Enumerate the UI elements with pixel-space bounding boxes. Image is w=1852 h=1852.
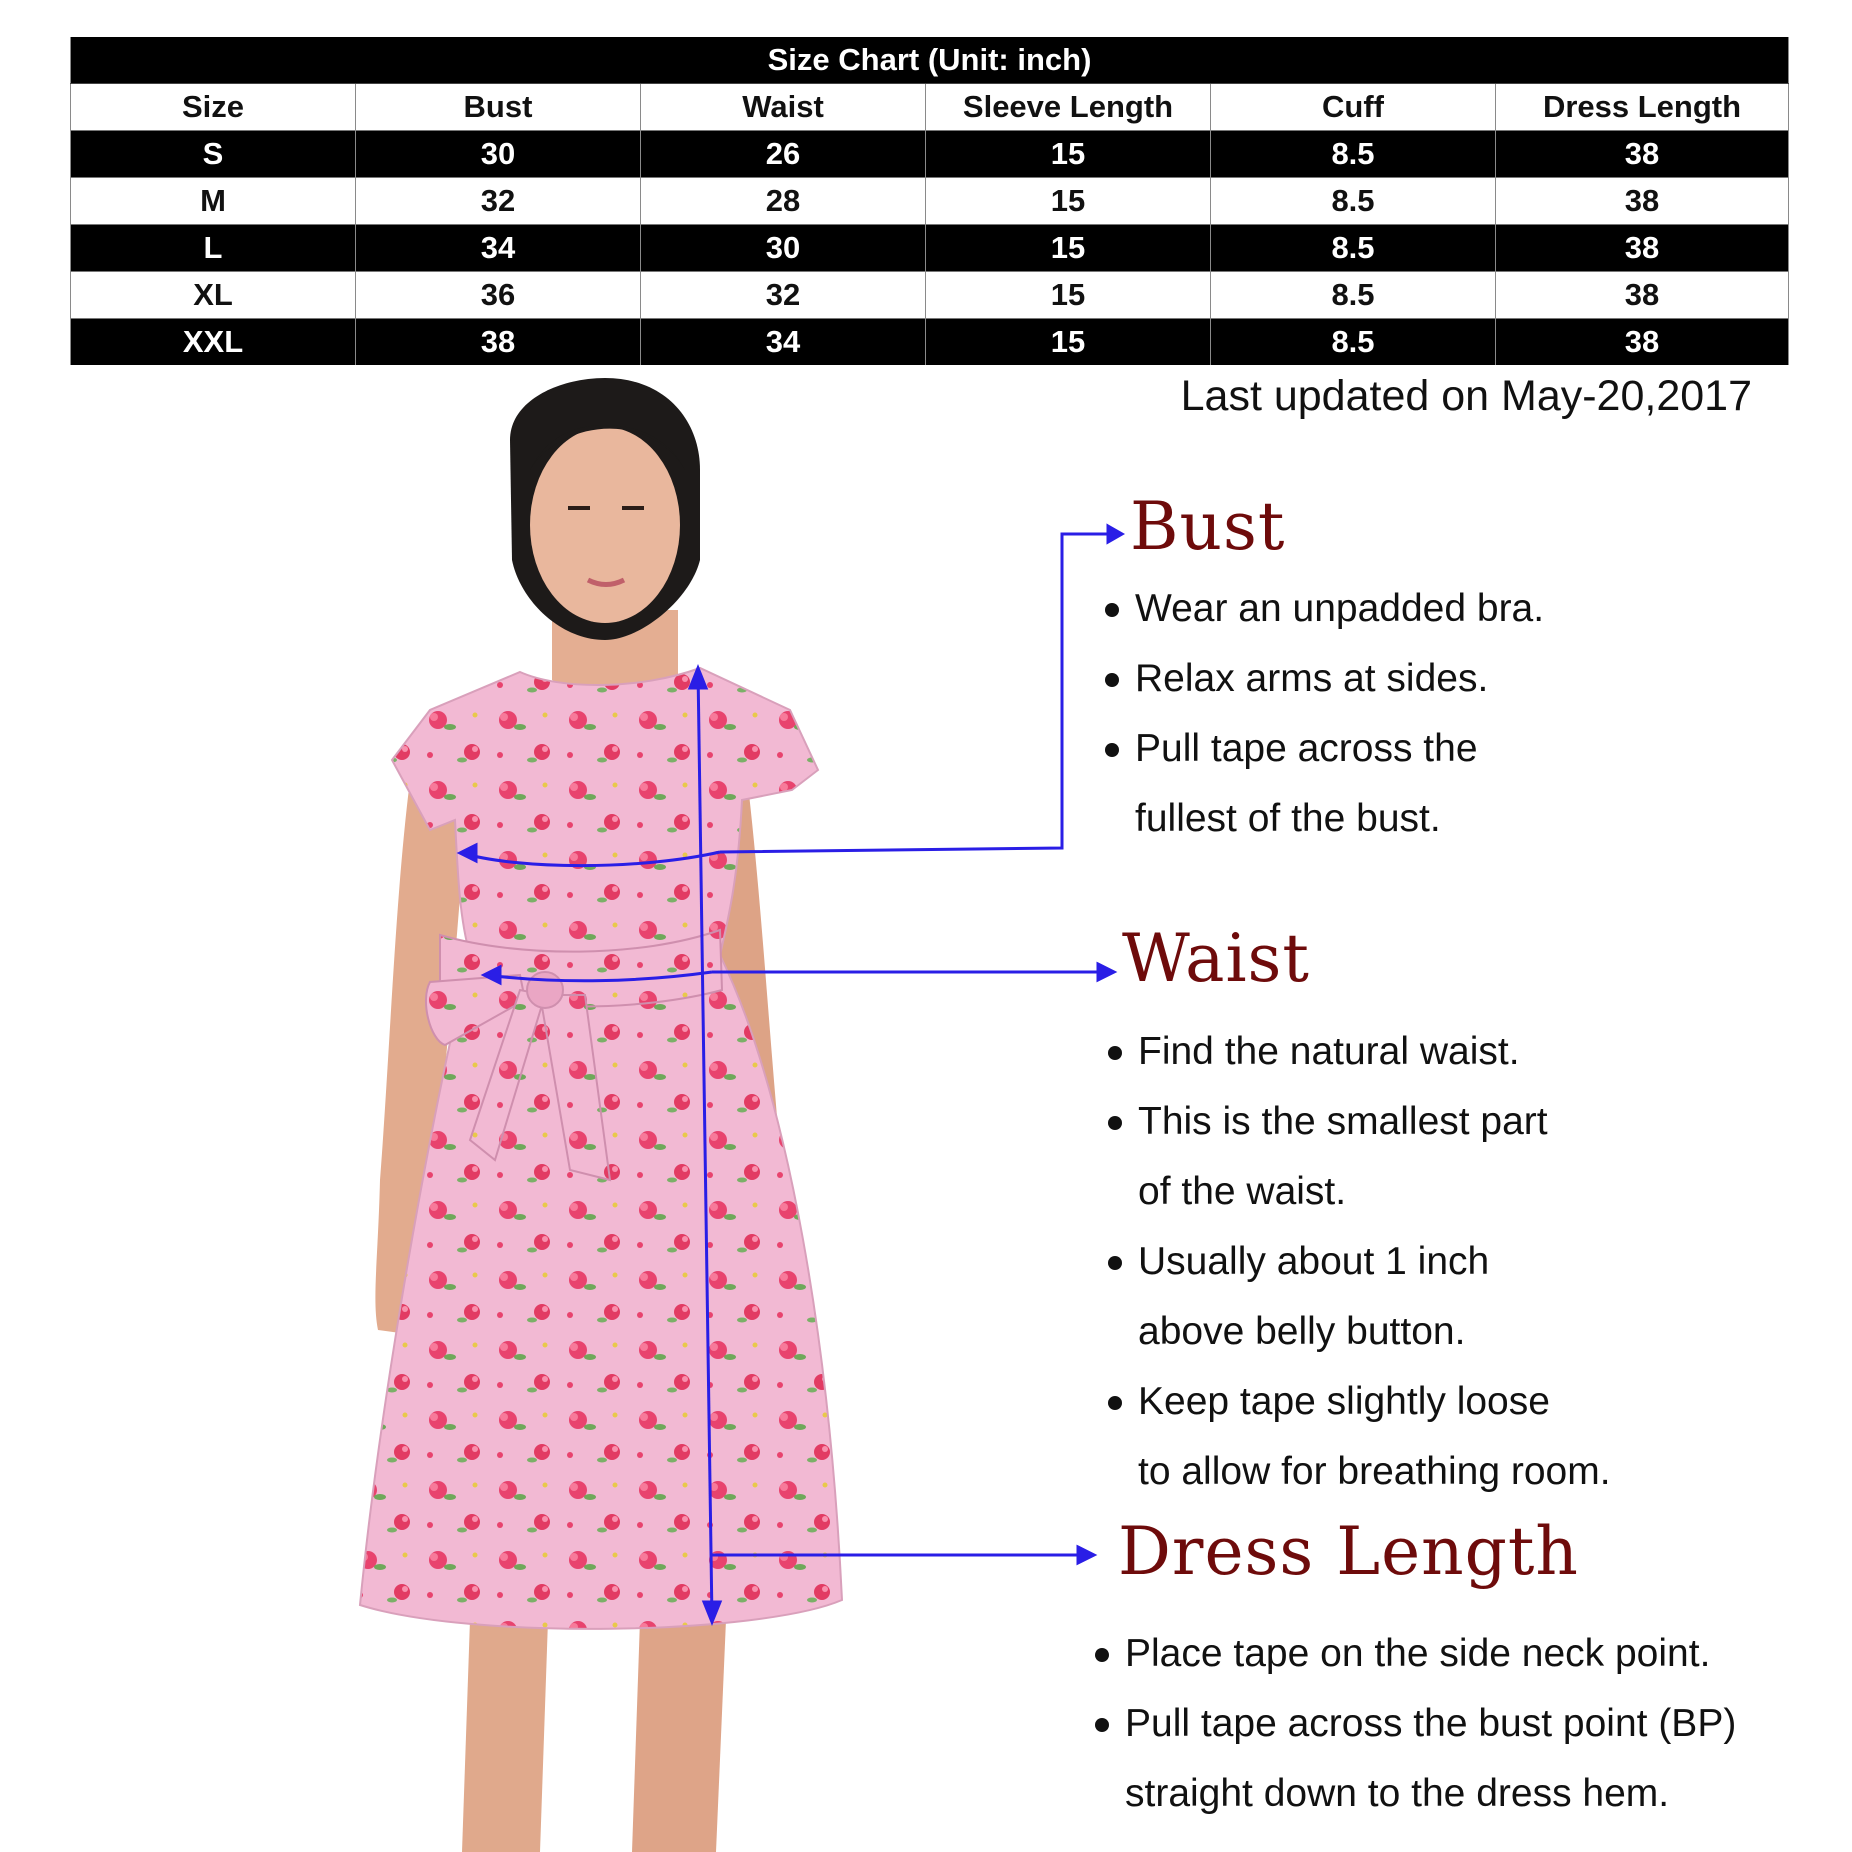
measurement-arrows [460, 526, 1122, 1622]
cell-bust: 38 [356, 319, 641, 366]
list-item [1138, 1437, 1611, 1507]
last-updated-text: Last updated on May-20,2017 [1180, 372, 1752, 420]
cell-bust: 34 [356, 225, 641, 272]
list-item [1125, 1619, 1736, 1689]
column-header-dress-length: Dress Length [1496, 84, 1789, 131]
dress-length-instructions [1125, 1619, 1736, 1829]
floral-dress [360, 668, 842, 1629]
bust-instructions [1135, 574, 1544, 854]
cell-size: XXL [71, 319, 356, 366]
size-chart-header-row [71, 84, 1789, 131]
cell-dress-length: 38 [1496, 272, 1789, 319]
cell-sleeve-length: 15 [926, 319, 1211, 366]
table-row [71, 178, 1789, 225]
list-item [1138, 1087, 1611, 1157]
cell-sleeve-length: 15 [926, 178, 1211, 225]
list-item [1138, 1367, 1611, 1437]
cell-dress-length: 38 [1496, 225, 1789, 272]
list-item [1125, 1759, 1736, 1829]
bullet-icon [1108, 1046, 1122, 1060]
cell-bust: 30 [356, 131, 641, 178]
bullet-icon [1105, 603, 1119, 617]
bullet-icon [1108, 1116, 1122, 1130]
table-row [71, 225, 1789, 272]
cell-cuff: 8.5 [1211, 178, 1496, 225]
list-item [1138, 1227, 1611, 1297]
column-header-bust: Bust [356, 84, 641, 131]
bust-heading: Bust [1130, 488, 1286, 565]
cell-waist: 32 [641, 272, 926, 319]
cell-cuff: 8.5 [1211, 272, 1496, 319]
cell-waist: 26 [641, 131, 926, 178]
waist-heading: Waist [1122, 920, 1310, 997]
size-chart-table [70, 37, 1789, 365]
cell-cuff: 8.5 [1211, 319, 1496, 366]
cell-waist: 28 [641, 178, 926, 225]
instruction-text: Pull tape across the bust point (BP) [1125, 1702, 1737, 1745]
cell-size: M [71, 178, 356, 225]
size-chart-title: Size Chart (Unit: inch) [71, 37, 1789, 84]
cell-dress-length: 38 [1496, 131, 1789, 178]
cell-cuff: 8.5 [1211, 131, 1496, 178]
column-header-sleeve-length: Sleeve Length [926, 84, 1211, 131]
cell-bust: 32 [356, 178, 641, 225]
bullet-icon [1105, 673, 1119, 687]
instruction-text: This is the smallest part [1138, 1100, 1548, 1143]
cell-sleeve-length: 15 [926, 272, 1211, 319]
list-item [1135, 644, 1544, 714]
list-item [1138, 1157, 1611, 1227]
dress-length-heading: Dress Length [1118, 1513, 1579, 1590]
instruction-text: Wear an unpadded bra. [1135, 587, 1545, 630]
bullet-icon [1105, 743, 1119, 757]
list-item [1138, 1017, 1611, 1087]
cell-dress-length: 38 [1496, 178, 1789, 225]
instruction-text: Keep tape slightly loose [1138, 1380, 1550, 1423]
size-chart-title-row [71, 37, 1789, 84]
cell-size: XL [71, 272, 356, 319]
legs [462, 1620, 726, 1852]
instruction-text: of the waist. [1138, 1170, 1347, 1213]
cell-waist: 30 [641, 225, 926, 272]
instruction-text: Find the natural waist. [1138, 1030, 1520, 1073]
neck [552, 610, 678, 695]
bullet-icon [1108, 1256, 1122, 1270]
cell-bust: 36 [356, 272, 641, 319]
bullet-icon [1095, 1718, 1109, 1732]
table-row [71, 272, 1789, 319]
column-header-waist: Waist [641, 84, 926, 131]
waist-instructions [1138, 1017, 1611, 1507]
table-row [71, 319, 1789, 366]
instruction-text: above belly button. [1138, 1310, 1466, 1353]
instruction-text: straight down to the dress hem. [1125, 1772, 1670, 1815]
bullet-icon [1108, 1396, 1122, 1410]
list-item [1135, 784, 1544, 854]
cell-sleeve-length: 15 [926, 131, 1211, 178]
instruction-text: Place tape on the side neck point. [1125, 1632, 1711, 1675]
list-item [1135, 574, 1544, 644]
model-head [510, 378, 700, 640]
column-header-size: Size [71, 84, 356, 131]
instruction-text: fullest of the bust. [1135, 797, 1441, 840]
bullet-icon [1095, 1648, 1109, 1662]
cell-size: S [71, 131, 356, 178]
list-item [1135, 714, 1544, 784]
table-row [71, 131, 1789, 178]
instruction-text: Usually about 1 inch [1138, 1240, 1490, 1283]
instruction-text: to allow for breathing room. [1138, 1450, 1611, 1493]
list-item [1125, 1689, 1736, 1759]
instruction-text: Pull tape across the [1135, 727, 1478, 770]
cell-cuff: 8.5 [1211, 225, 1496, 272]
arms [375, 760, 788, 1335]
cell-dress-length: 38 [1496, 319, 1789, 366]
list-item [1138, 1297, 1611, 1367]
column-header-cuff: Cuff [1211, 84, 1496, 131]
cell-waist: 34 [641, 319, 926, 366]
cell-size: L [71, 225, 356, 272]
cell-sleeve-length: 15 [926, 225, 1211, 272]
instruction-text: Relax arms at sides. [1135, 657, 1489, 700]
